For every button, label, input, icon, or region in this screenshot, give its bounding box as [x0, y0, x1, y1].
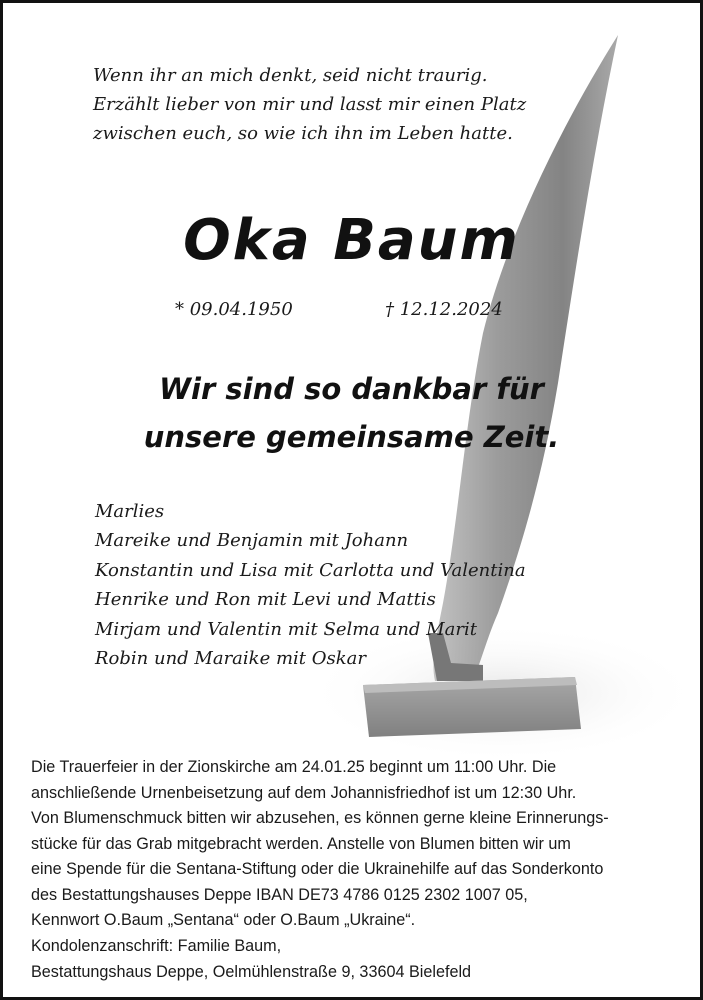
condolence-address — [31, 933, 471, 985]
info-line: des Bestattungshauses Deppe IBAN DE73 4786 0125 2302 1007 05, — [31, 885, 528, 904]
funeral-info — [31, 755, 671, 934]
birth-date: * 09.04.1950 — [175, 299, 293, 320]
verse-line: zwischen euch, so wie ich ihn im Leben hatte. — [93, 123, 513, 144]
info-line: anschließende Urnenbeisetzung auf dem Johannisfriedhof ist um 12:30 Uhr. — [31, 783, 577, 802]
info-line: eine Spende für die Sentana-Stiftung oder die Ukrainehilfe auf das Sonderkonto — [31, 860, 604, 878]
family-member: Konstantin und Lisa mit Carlotta und Valentina — [95, 559, 526, 581]
info-line: Kennwort O.Baum „Sentana“ oder O.Baum „Ukraine“. — [31, 911, 416, 929]
family-member: Marlies — [95, 501, 165, 522]
gratitude-line: Wir sind so dankbar für — [159, 372, 544, 406]
gratitude-line: unsere gemeinsame Zeit. — [143, 420, 560, 454]
deceased-name: Oka Baum — [183, 208, 520, 273]
family-list — [95, 497, 526, 673]
family-member: Mareike und Benjamin mit Johann — [95, 530, 409, 552]
info-line: stücke für das Grab mitgebracht werden. Anstelle von Blumen bitten wir um — [31, 834, 571, 853]
contact-line: Kondolenzanschrift: Familie Baum, — [31, 937, 282, 955]
family-member: Henrike und Ron mit Levi und Mattis — [95, 589, 436, 611]
info-line: Die Trauerfeier in der Zionskirche am 24.01.25 beginnt um 11:00 Uhr. Die — [31, 758, 557, 776]
gratitude-heading — [3, 365, 700, 461]
verse-line: Wenn ihr an mich denkt, seid nicht traurig. — [93, 65, 488, 86]
info-line: Von Blumenschmuck bitten wir abzusehen, es können gerne kleine Erinnerungs- — [31, 809, 609, 827]
contact-line: Bestattungshaus Deppe, Oelmühlenstraße 9, 33604 Bielefeld — [31, 963, 472, 981]
death-date: † 12.12.2024 — [385, 299, 503, 320]
verse-line: Erzählt lieber von mir und lasst mir einen Platz — [93, 94, 527, 115]
family-member: Robin und Maraike mit Oskar — [95, 648, 366, 670]
verse — [93, 61, 593, 148]
family-member: Mirjam und Valentin mit Selma und Marit — [95, 618, 477, 640]
